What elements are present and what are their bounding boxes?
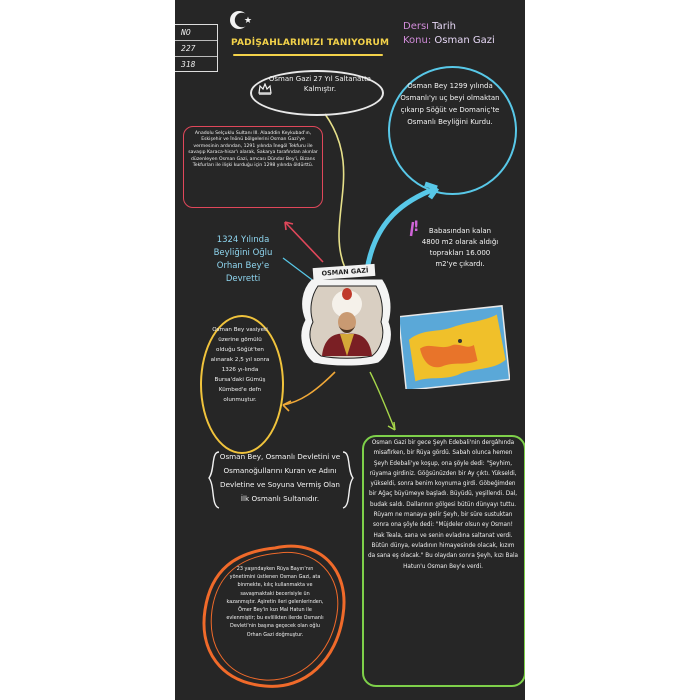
anatolia-note: Anadolu Selçuklu Sultanı III. Alaaddin Keykubad'ın, Eskişehir ve İnönü bölgelerini Osman Gazi'ye vermesinin ardından, 1291 yılında İnegöl Tekfuru ile savaşıp Karaca-hisar'ı alarak, Sakarya tarafından akınlar düzenleyen Osman Gazi, amcası Dündar Bey'i, Bizans Tekfurları ile ilişki kurduğu için 1298 yılında öldürttü. (188, 131, 318, 169)
ders-label: Dersı (403, 21, 429, 32)
number-box-line: 318 (181, 60, 196, 69)
marriage-note: 23 yaşındayken Rüya Bayırı'nın yönetimini üstlenen Osman Gazi, ata binmekte, kılıç kullanmakta ve savaşmaktaki becerisiyle ün kazanmıştır. Aşiretin ileri gelenlerinden, Ömer Bey'in kızı Mal Hatun ile evlenmiştir; bu evlilikten ilerde Osmanlı Devleti'nin başına geçecek olan oğlu Orhan Gazi doğmuştur. (226, 566, 324, 638)
page-title: PADİŞAHLARIMIZI TANIYORUM (231, 38, 390, 48)
dream-note: Osman Gazi bir gece Şeyh Edebali'nin dergâhında misafirken, bir Rüya gördü. Sabah olunca hemen Şeyh Edebali'ye koşup, ona şöyle dedi: "Şeyhim, rüyama girdiniz. Göğsünüzden bir Ay çıktı. Yükseldi, yükseldi, sonra benim koynuma girdi. Göbeğimden bir Ağaç büyümeye başladı. Büyüdü, yeşillendi. Dal, budak saldı. Dallarının gölgesi bütün dünyayı tuttu. Rüyam ne manaya gelir Şeyh, bir süre sustuktan sonra ona şöyle dedi: "Müjdeler olsun ey Osman! Hak Teala, sana ve senin evladına saltanat verdi. Bütün dünya, evladının himayesinde olacak, kızım da sana eş olacak." Bu olaydan sonra Şeyh, kızı Bala Hatun'u Osman Bey'e verdi. (368, 440, 519, 570)
course-info (403, 20, 495, 48)
founder-note: Osman Bey, Osmanlı Devletini ve Osmanoğullarını Kuran ve Adını Devletine ve Soyuna Vermiş Olan İlk Osmanlı Sultanıdır. (219, 452, 341, 503)
succession-note: 1324 Yılında Beyliğini Oğlu Orhan Bey'e Devretti (213, 235, 273, 284)
konu-label: Konu: (403, 35, 432, 46)
founding-note: Osman Bey 1299 yılında Osmanlı'yı uç beyi olmaktan çıkarıp Söğüt ve Domaniç'te Osmanlı Beyliğini Kurdu. (400, 82, 500, 126)
ders-value: Tarih (432, 21, 456, 32)
number-box-line: 227 (175, 41, 217, 57)
portrait-frame (292, 262, 402, 372)
number-box-line: NO (175, 25, 217, 41)
title-underline (233, 54, 383, 56)
exclamation-icon: ! (413, 219, 420, 235)
name-banner-label: OSMAN GAZİ (321, 266, 369, 278)
reign-note: Osman Gazi 27 Yıl Saltanatta Kalmıştır. (268, 75, 372, 93)
land-note: Babasından kalan 4800 m2 olarak aldığı toprakları 16.000 m2'ye çıkardı. (421, 227, 499, 268)
map-image (400, 305, 510, 389)
number-box (175, 24, 218, 72)
konu-value: Osman Gazi (434, 35, 495, 46)
crescent-star-icon (229, 8, 253, 32)
chalkboard-infographic (175, 0, 525, 700)
burial-note: Osman Bey vasiyeti üzerine gömülü olduğu Söğüt'ten alınarak 2,5 yıl sonra 1326 yı-lında Bursa'daki Gümüş Kümbed'e defn olunmuştur. (210, 327, 270, 403)
